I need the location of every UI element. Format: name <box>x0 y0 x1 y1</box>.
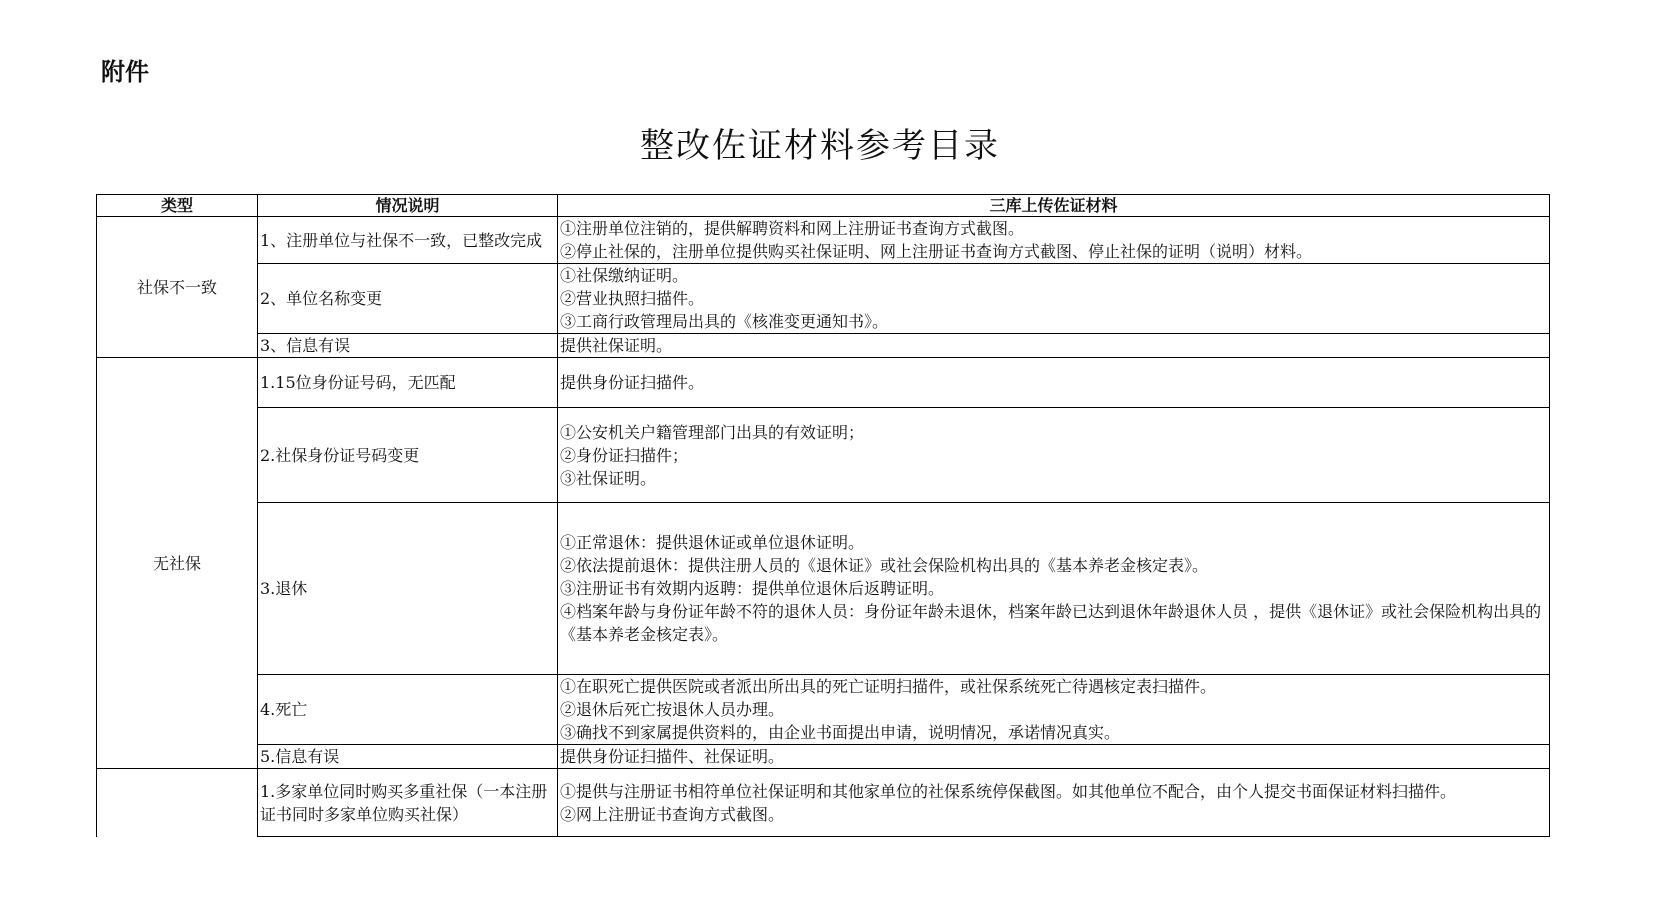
material-line: 提供身份证扫描件、社保证明。 <box>560 747 785 766</box>
situation-cell: 3.退休 <box>258 503 558 675</box>
situation-cell: 1.多家单位同时购买多重社保（一本注册证书同时多家单位购买社保） <box>258 769 558 837</box>
table-row <box>97 675 1550 745</box>
material-line: ②退休后死亡按退休人员办理。 <box>560 700 785 719</box>
table-row <box>97 745 1550 769</box>
category-cell: 无社保 <box>97 358 258 769</box>
situation-cell: 2、单位名称变更 <box>258 264 558 334</box>
material-line: ③确找不到家属提供资料的，由企业书面提出申请，说明情况，承诺情况真实。 <box>560 723 1121 742</box>
materials-cell <box>558 745 1550 769</box>
material-line: ②网上注册证书查询方式截图。 <box>560 804 785 824</box>
material-line: ③工商行政管理局出具的《核准变更通知书》。 <box>560 312 889 331</box>
table-row <box>97 217 1550 264</box>
material-line: ①公安机关户籍管理部门出具的有效证明； <box>560 422 865 442</box>
table-row <box>97 264 1550 334</box>
table-row <box>97 503 1550 675</box>
situation-cell: 2.社保身份证号码变更 <box>258 408 558 503</box>
document-title: 整改佐证材料参考目录 <box>640 126 1000 166</box>
header-type: 类型 <box>97 195 258 217</box>
material-line: ①正常退休：提供退休证或单位退休证明。 <box>560 533 865 552</box>
table-row <box>97 358 1550 408</box>
materials-cell <box>558 675 1550 745</box>
table-row <box>97 769 1550 837</box>
category-cell <box>97 769 258 837</box>
material-line: 提供身份证扫描件。 <box>560 373 705 392</box>
situation-cell: 4.死亡 <box>258 675 558 745</box>
situation-cell: 5.信息有误 <box>258 745 558 769</box>
materials-table <box>96 194 1550 837</box>
material-line: ①提供与注册证书相符单位社保证明和其他家单位的社保系统停保截图。如其他单位不配合，由个人提交书面保证材料扫描件。 <box>560 781 1457 801</box>
situation-cell: 1、注册单位与社保不一致，已整改完成 <box>258 217 558 264</box>
materials-cell <box>558 408 1550 503</box>
table-row <box>97 334 1550 358</box>
material-line: ②依法提前退休：提供注册人员的《退休证》或社会保险机构出具的《基本养老金核定表》。 <box>560 556 1209 575</box>
material-line: ③社保证明。 <box>560 468 657 488</box>
table-header-row <box>97 195 1550 217</box>
category-cell: 社保不一致 <box>97 217 258 358</box>
materials-cell <box>558 358 1550 408</box>
materials-cell <box>558 334 1550 358</box>
header-situation: 情况说明 <box>258 195 558 217</box>
material-line: ①社保缴纳证明。 <box>560 266 689 285</box>
material-line: 提供社保证明。 <box>560 336 673 355</box>
header-materials: 三库上传佐证材料 <box>558 195 1550 217</box>
material-line: ②营业执照扫描件。 <box>560 289 705 308</box>
material-line: ④档案年龄与身份证年龄不符的退休人员：身份证年龄未退休，档案年龄已达到退休年龄退休人员 ，提供《退休证》或社会保险机构出具的《基本养老金核定表》。 <box>560 602 1542 644</box>
situation-cell: 3、信息有误 <box>258 334 558 358</box>
materials-cell <box>558 503 1550 675</box>
material-line: ①注册单位注销的，提供解聘资料和网上注册证书查询方式截图。 <box>560 219 1025 238</box>
material-line: ①在职死亡提供医院或者派出所出具的死亡证明扫描件，或社保系统死亡待遇核定表扫描件。 <box>560 677 1217 696</box>
attachment-label: 附件 <box>101 58 149 86</box>
material-line: ②停止社保的，注册单位提供购买社保证明、网上注册证书查询方式截图、停止社保的证明（说明）材料。 <box>560 242 1313 261</box>
material-line: ②身份证扫描件； <box>560 445 689 465</box>
table-row <box>97 408 1550 503</box>
materials-cell <box>558 264 1550 334</box>
situation-cell: 1.15位身份证号码，无匹配 <box>258 358 558 408</box>
material-line: ③注册证书有效期内返聘：提供单位退休后返聘证明。 <box>560 579 945 598</box>
materials-cell <box>558 769 1550 837</box>
materials-cell <box>558 217 1550 264</box>
